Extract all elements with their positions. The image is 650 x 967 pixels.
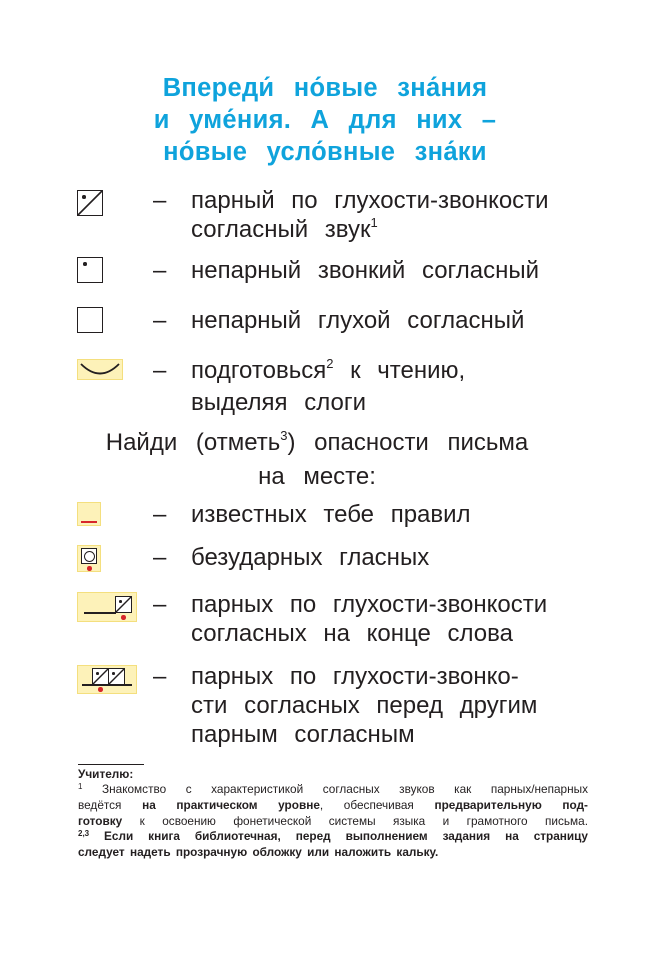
instruction-text: Найди (отметь$^3$) опасности письма на месте: bbox=[105, 428, 529, 490]
footnote-1-line-1: $^1$ Знакомство с характеристикой согласных звуков как парных/непарных bbox=[78, 782, 588, 797]
dash: – bbox=[153, 544, 167, 571]
footnote-heading: Учителю: bbox=[78, 767, 134, 781]
dash: – bbox=[153, 501, 167, 528]
dash: – bbox=[153, 187, 167, 214]
danger-text: парных по глухости-звонко- сти согласных перед другим парным согласным bbox=[191, 663, 538, 748]
title-line-1: Впереди́ но́вые зна́ния bbox=[162, 74, 488, 102]
danger-text: безударных гласных bbox=[191, 544, 430, 571]
footnote-1-line-2: ведётся на практическом уровне, обеспечивая предварительную под- bbox=[78, 798, 588, 813]
footnotes bbox=[78, 767, 588, 860]
legend-text: непарный звонкий согласный bbox=[191, 257, 540, 284]
title-line-2: и уме́ния. А для них – bbox=[153, 106, 497, 134]
danger-text: парных по глухости-звонкости согласных на конце слова bbox=[191, 591, 548, 647]
danger-text: известных тебе правил bbox=[191, 501, 471, 528]
dash: – bbox=[153, 357, 167, 384]
footnote-23-line-1: $^{2,3}$ Если книга библиотечная, перед выполнением задания на страницу bbox=[78, 828, 588, 843]
page-title bbox=[0, 72, 650, 168]
footnote-divider bbox=[78, 764, 144, 765]
legend-text: непарный глухой согласный bbox=[191, 307, 525, 334]
footnote-mark: 2 bbox=[326, 356, 334, 371]
footnote-mark: 3 bbox=[280, 428, 288, 443]
footnote-23-line-2: следует надеть прозрачную обложку или наложить кальку. bbox=[78, 845, 439, 860]
footnote-1-line-3: готовку к освоению фонетической системы языка и грамотного письма. bbox=[78, 813, 588, 828]
title-line-3: но́вые усло́вные зна́ки bbox=[163, 138, 487, 166]
legend-text: подготовься$^2$ к чтению, выделяя слоги bbox=[191, 356, 466, 416]
legend-text: парный по глухости-звонкости согласный звук$^1$ bbox=[191, 187, 549, 243]
dash: – bbox=[153, 307, 167, 334]
dash: – bbox=[153, 257, 167, 284]
dash: – bbox=[153, 663, 167, 690]
footnote-mark: 1 bbox=[370, 215, 378, 230]
dash: – bbox=[153, 591, 167, 618]
